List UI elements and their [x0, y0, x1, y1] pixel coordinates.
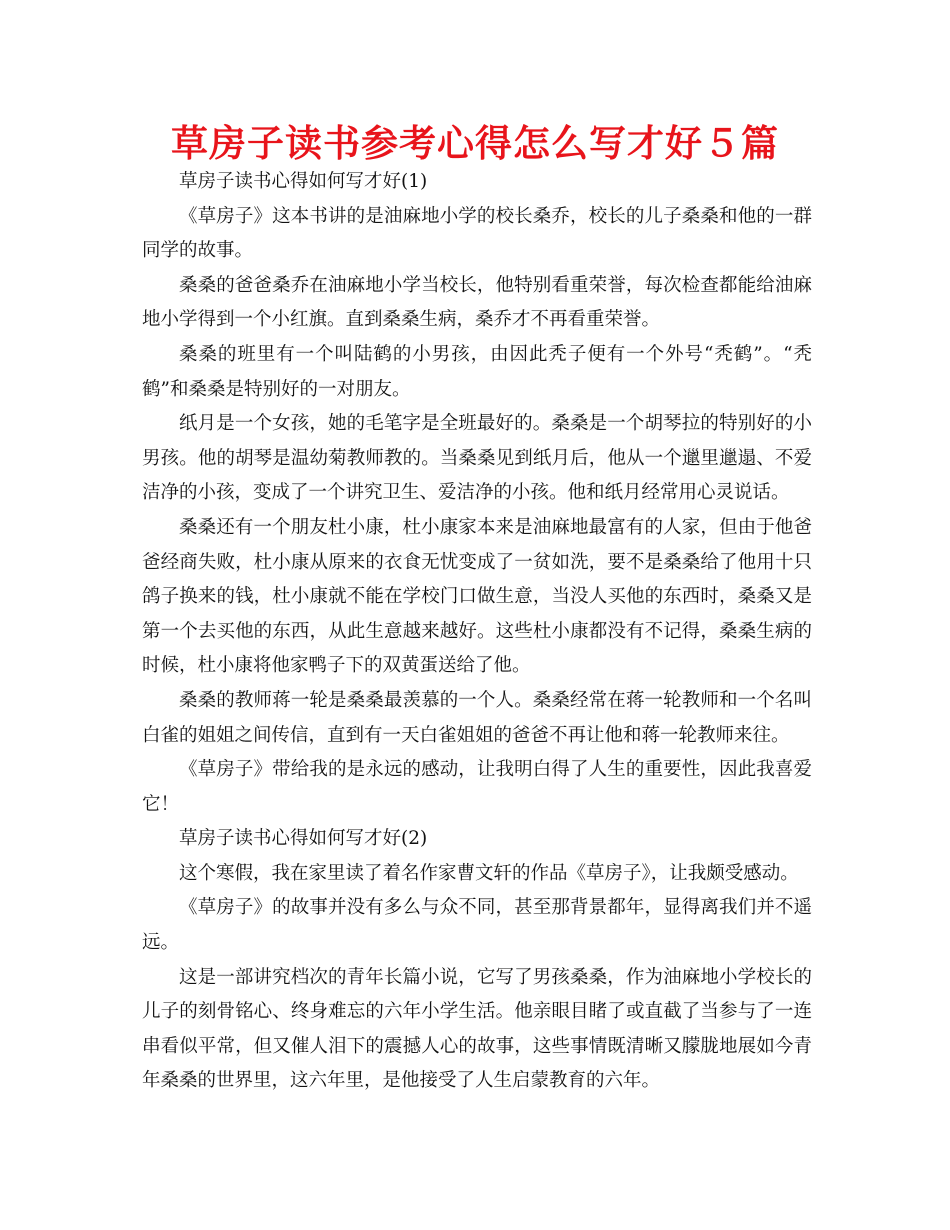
paragraph: 纸月是一个女孩，她的毛笔字是全班最好的。桑桑是一个胡琴拉的特别好的小男孩。他的胡琴是温幼菊教师教的。当桑桑见到纸月后，他从一个邋里邋遢、不爱洁净的小孩，变成了一个讲究卫生、爱洁净的小孩。他和纸月经常用心灵说话。: [142, 413, 812, 504]
document-body: [142, 165, 812, 1099]
paragraph: 这是一部讲究档次的青年长篇小说，它写了男孩桑桑，作为油麻地小学校长的儿子的刻骨铭心、终身难忘的六年小学生活。他亲眼目睹了或直截了当参与了一连串看似平常，但又催人泪下的震撼人心的故事，这些事情既清晰又朦胧地展如今青年桑桑的世界里，这六年里，是他接受了人生启蒙教育的六年。: [142, 966, 812, 1092]
paragraph: 桑桑的教师蒋一轮是桑桑最羡慕的一个人。桑桑经常在蒋一轮教师和一个名叫白雀的姐姐之间传信，直到有一天白雀姐姐的爸爸不再让他和蒋一轮教师来往。: [142, 689, 812, 746]
paragraph: 桑桑还有一个朋友杜小康，杜小康家本来是油麻地最富有的人家，但由于他爸爸经商失败，杜小康从原来的衣食无忧变成了一贫如洗，要不是桑桑给了他用十只鸽子换来的钱，杜小康就不能在学校门口做生意，当没人买他的东西时，桑桑又是第一个去买他的东西，从此生意越来越好。这些杜小康都没有不记得，桑桑生病的时候，杜小康将他家鸭子下的双黄蛋送给了他。: [142, 516, 812, 677]
paragraph: 桑桑的爸爸桑乔在油麻地小学当校长，他特别看重荣誉，每次检查都能给油麻地小学得到一个小红旗。直到桑桑生病，桑乔才不再看重荣誉。: [142, 274, 812, 331]
paragraph: 《草房子》这本书讲的是油麻地小学的校长桑乔，校长的儿子桑桑和他的一群同学的故事。: [142, 205, 812, 262]
document-title: 草房子读书参考心得怎么写才好５篇: [171, 122, 779, 165]
paragraph: 这个寒假，我在家里读了着名作家曹文轩的作品《草房子》，让我颇受感动。: [179, 862, 799, 884]
section-heading-2: 草房子读书心得如何写才好(2): [179, 828, 428, 850]
section-heading-1: 草房子读书心得如何写才好(1): [179, 171, 428, 192]
paragraph: 《草房子》的故事并没有多么与众不同，甚至那背景都年，显得离我们并不遥远。: [142, 897, 812, 954]
paragraph: 《草房子》带给我的是永远的感动，让我明白得了人生的重要性，因此我喜爱它！: [142, 759, 812, 815]
paragraph: 桑桑的班里有一个叫陆鹤的小男孩，由因此秃子便有一个外号“秃鹤”。“秃鹤”和桑桑是特别好的一对朋友。: [142, 343, 812, 400]
